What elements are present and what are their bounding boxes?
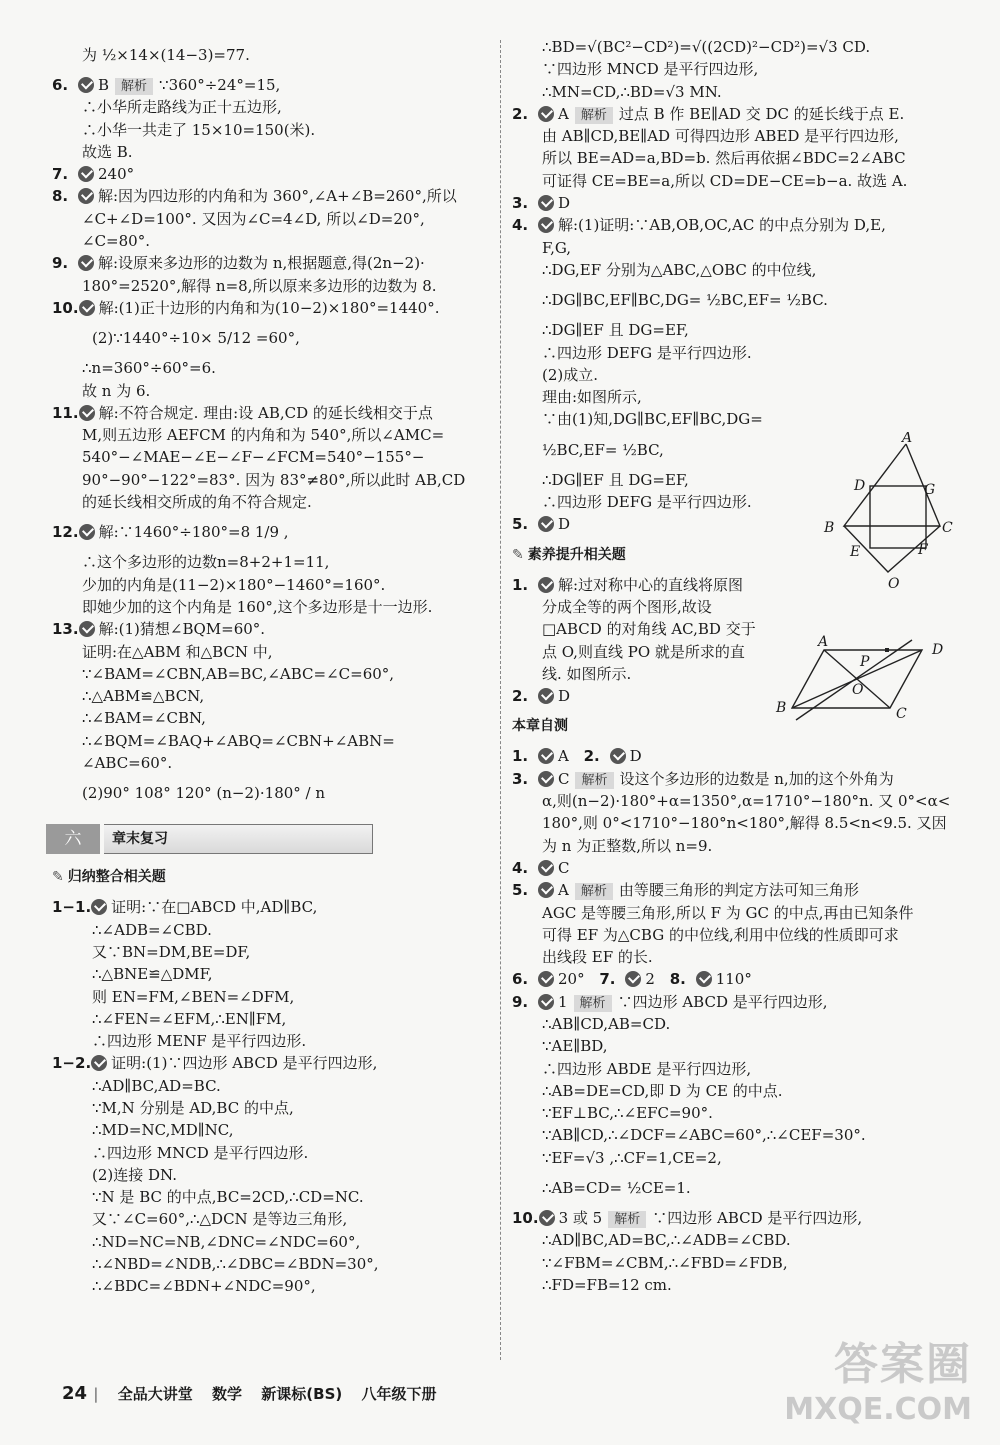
check-icon — [91, 899, 107, 915]
text-line: □ABCD 的对角线 AC,BD 交于 — [542, 620, 756, 639]
answer-q10: 10. 解:(1)正十边形的内角和为(10−2)×180°=1440°. — [52, 298, 440, 317]
check-icon — [79, 300, 95, 316]
answer-q1-2: 1−2. 证明:(1)∵四边形 ABCD 是平行四边形, — [52, 1054, 378, 1073]
chapter-title: 章末复习 — [104, 824, 373, 854]
check-icon — [78, 77, 94, 93]
answer-q6: 6. B 解析 ∵360°÷24°=15, — [52, 76, 281, 94]
text-line: ∴MD=NC,MD∥NC, — [92, 1121, 234, 1140]
text-line: ∴△BNE≌△DMF, — [92, 965, 213, 984]
watermark — [784, 1328, 972, 1427]
edition: 新课标(BS) — [261, 1385, 343, 1403]
text-line: ∴四边形 DEFG 是平行四边形. — [542, 493, 752, 512]
grade: 八年级下册 — [361, 1385, 437, 1403]
text-line: 理由:如图所示, — [542, 388, 642, 407]
text-line: 则 EN=FM,∠BEN=∠DFM, — [92, 987, 295, 1006]
check-icon — [538, 882, 554, 898]
answer-t9: 9. 1 解析 ∵四边形 ABCD 是平行四边形, — [512, 992, 828, 1011]
text-line: ∵AB∥CD,∴∠DCF=∠ABC=60°,∴∠CEF=30°. — [542, 1126, 866, 1145]
text-line: ∴n=360°÷60°=6. — [82, 359, 216, 378]
text-line: ∵N 是 BC 的中点,BC=2CD,∴CD=NC. — [92, 1188, 364, 1207]
label-c: C — [942, 520, 953, 536]
text-line: ∠C=80°. — [82, 232, 150, 251]
text-line: ∴AD∥BC,AD=BC. — [92, 1076, 221, 1095]
check-icon — [79, 621, 95, 637]
answer-q9: 9. 解:设原来多边形的边数为 n,根据题意,得(2n−2)· — [52, 254, 425, 273]
label-b: B — [776, 700, 787, 716]
text-line: ∴∠ADB=∠CBD. — [92, 920, 212, 939]
text-line: 的延长线相交所成的角不符合规定. — [82, 493, 312, 512]
check-icon — [538, 195, 554, 211]
answer-q7: 7. 240° — [52, 165, 135, 184]
text-line: 可证得 CE=BE=a,所以 CD=DE−CE=b−a. 故选 A. — [542, 171, 908, 190]
point-marker — [885, 648, 889, 652]
answer-q2: 2. A 解析 过点 B 作 BE∥AD 交 DC 的延长线于点 E. — [512, 104, 905, 123]
answer-t3: 3. C 解析 设这个多边形的边数是 n,加的这个外角为 — [512, 769, 894, 788]
answer-q12: 12. 解:∵1460°÷180°=8 1/9 , — [52, 523, 289, 542]
answer-q5: 5. D — [512, 515, 571, 534]
analysis-tag: 解析 — [574, 995, 612, 1012]
text-line: ∴DG∥EF 且 DG=EF, — [542, 470, 689, 489]
text-line: ∵EF=√3 ,∴CF=1,CE=2, — [542, 1148, 722, 1167]
text-line: ∴AB=CD= ½CE=1. — [542, 1179, 691, 1198]
text-line: 即她少加的这个内角是 160°,这个多边形是十一边形. — [82, 597, 433, 616]
label-g: G — [924, 482, 936, 498]
watermark-line-2: MXQE.COM — [784, 1392, 972, 1427]
section-heading: ✎ 归纳整合相关题 — [52, 869, 166, 886]
section-heading: 本章自测 — [512, 718, 568, 735]
analysis-tag: 解析 — [575, 772, 613, 789]
parallelogram-defg — [870, 486, 926, 548]
subject: 数学 — [212, 1385, 243, 1403]
text-line: 为 ½×14×(14−3)=77. — [82, 46, 250, 64]
answer-q11: 11. 解:不符合规定. 理由:设 AB,CD 的延长线相交于点 — [52, 403, 433, 422]
answer-t6-t8: 6. 20° 7. 2 8. 110° — [512, 970, 752, 989]
text-line: 分成全等的两个图形,故设 — [542, 597, 712, 616]
geometry-figure-parallelogram — [772, 630, 952, 725]
answer-t1-t2: 1. A 2. D — [512, 747, 642, 766]
text-line: ∵由(1)知,DG∥BC,EF∥BC,DG= — [542, 410, 763, 429]
text-line: 又∵∠C=60°,∴△DCN 是等边三角形, — [92, 1210, 348, 1229]
chapter-number: 六 — [46, 824, 100, 854]
text-line: ∴DG,EF 分别为△ABC,△OBC 的中位线, — [542, 260, 817, 279]
check-icon — [538, 771, 554, 787]
text-line: (2)90° 108° 120° (n−2)·180° / n — [82, 784, 326, 803]
text-line: 所以 BE=AD=a,BD=b. 然后再依据∠BDC=2∠ABC — [542, 149, 906, 168]
text-line: ∴四边形 ABDE 是平行四边形, — [542, 1059, 752, 1078]
text-line: ∴AD∥BC,AD=BC,∴∠ADB=∠CBD. — [542, 1231, 791, 1250]
pencil-icon: ✎ — [512, 546, 524, 563]
answer-t10: 10. 3 或 5 解析 ∵四边形 ABCD 是平行四边形, — [512, 1209, 863, 1228]
text-line: 540°−∠MAE−∠E−∠F−∠FCM=540°−155°− — [82, 448, 425, 467]
text-line: 证明:在△ABM 和△BCN 中, — [82, 642, 273, 661]
text-line: ∴∠BAM=∠CBN, — [82, 709, 206, 728]
answer-q8: 8. 解:因为四边形的内角和为 360°,∠A+∠B=260°,所以 — [52, 187, 457, 206]
text-line: α,则(n−2)·180°+α=1350°,α=1710°−180°n. 又 0°<α< — [542, 792, 951, 811]
label-d: D — [854, 478, 866, 494]
text-line: ∴四边形 DEFG 是平行四边形. — [542, 343, 752, 362]
text-line: 90°−90°−122°=83°. 因为 83°≠80°,所以此时 AB,CD — [82, 470, 466, 489]
chapter-banner — [46, 822, 364, 858]
page-footer: 24 | 全品大讲堂 数学 新课标(BS) 八年级下册 — [62, 1383, 437, 1404]
text-line: ∵∠BAM=∠CBN,AB=BC,∠ABC=∠C=60°, — [82, 664, 395, 683]
text-line: 180°=2520°,解得 n=8,所以原来多边形的边数为 8. — [82, 276, 437, 295]
text-line: ∴∠BDC=∠BDN+∠NDC=90°, — [92, 1277, 316, 1296]
check-icon — [538, 516, 554, 532]
answer-p1: 1. 解:过对称中心的直线将原图 — [512, 575, 744, 594]
column-divider — [500, 40, 501, 1360]
text-line: 为 n 为正整数,所以 n=9. — [542, 836, 713, 855]
check-icon — [78, 255, 94, 271]
check-icon — [78, 166, 94, 182]
text-line: 可得 EF 为△CBG 的中位线,利用中位线的性质即可求 — [542, 925, 899, 944]
answer-t5: 5. A 解析 由等腰三角形的判定方法可知三角形 — [512, 881, 859, 900]
text-line: ∴AB∥CD,AB=CD. — [542, 1014, 671, 1033]
check-icon — [91, 1055, 107, 1071]
text-line: ∴FD=FB=12 cm. — [542, 1275, 672, 1294]
diagonal-bd — [792, 650, 922, 708]
analysis-tag: 解析 — [575, 883, 613, 900]
label-a: A — [902, 432, 913, 446]
text-line: (2)∵1440°÷10× 5/12 =60°, — [92, 329, 300, 348]
check-icon — [625, 971, 641, 987]
text-line: 故 n 为 6. — [82, 381, 151, 400]
text-line: 少加的内角是(11−2)×180°−1460°=160°. — [82, 575, 386, 594]
check-icon — [538, 748, 554, 764]
check-icon — [696, 971, 712, 987]
check-icon — [78, 188, 94, 204]
label-p: P — [860, 654, 870, 670]
text-line: ∴小华一共走了 15×10=150(米). — [82, 120, 316, 139]
text-line: (2)成立. — [542, 365, 599, 384]
answer-q4: 4. 解:(1)证明:∵AB,OB,OC,AC 的中点分别为 D,E, — [512, 216, 886, 235]
check-icon — [610, 748, 626, 764]
check-icon — [539, 1210, 555, 1226]
analysis-tag: 解析 — [608, 1211, 646, 1228]
check-icon — [538, 860, 554, 876]
text-line: ∵∠FBM=∠CBM,∴∠FBD=∠FDB, — [542, 1253, 788, 1272]
check-icon — [538, 688, 554, 704]
section-heading: ✎ 素养提升相关题 — [512, 546, 626, 563]
answer-q3: 3. D — [512, 194, 571, 213]
geometry-figure-triangle — [818, 432, 958, 592]
check-icon — [79, 524, 95, 540]
label-o: O — [852, 682, 864, 698]
text-line: ∵四边形 MNCD 是平行四边形, — [542, 60, 759, 79]
text-line: (2)连接 DN. — [92, 1165, 177, 1184]
text-line: ∴DG∥EF 且 DG=EF, — [542, 321, 689, 340]
book-name: 全品大讲堂 — [117, 1385, 193, 1403]
label-f: F — [918, 542, 928, 558]
pencil-icon: ✎ — [52, 869, 64, 886]
text-line: ∴DG∥BC,EF∥BC,DG= ½BC,EF= ½BC. — [542, 291, 828, 310]
text-line: 180°,则 0°<1710°−180°n<180°,解得 8.5<n<9.5. 又因 — [542, 814, 947, 833]
check-icon — [538, 106, 554, 122]
text-line: ∴MN=CD,∴BD=√3 MN. — [542, 82, 722, 101]
label-c: C — [896, 706, 907, 722]
text-line: 线. 如图所示. — [542, 664, 632, 683]
text-line: 出线段 EF 的长. — [542, 948, 653, 967]
label-b: B — [824, 520, 835, 536]
check-icon — [538, 577, 554, 593]
text-line: 又∵BN=DM,BE=DF, — [92, 942, 251, 961]
check-icon — [538, 994, 554, 1010]
text-line: F,G, — [542, 238, 572, 257]
label-d: D — [932, 642, 944, 658]
page-number: 24 — [62, 1383, 88, 1404]
analysis-tag: 解析 — [575, 107, 613, 124]
text-line: ∴这个多边形的边数n=8+2+1=11, — [82, 553, 330, 572]
check-icon — [538, 217, 554, 233]
label-e: E — [850, 544, 861, 560]
text-line: 由 AB∥CD,BE∥AD 可得四边形 ABED 是平行四边形, — [542, 127, 899, 146]
text-line: ∴小华所走路线为正十五边形, — [82, 98, 282, 117]
text-line: ∵AE∥BD, — [542, 1037, 608, 1056]
answer-p2: 2. D — [512, 687, 571, 706]
answer-q1-1: 1−1. 证明:∵在□ABCD 中,AD∥BC, — [52, 898, 318, 917]
text-line: ∴∠BQM=∠BAQ+∠ABQ=∠CBN+∠ABN= — [82, 731, 395, 750]
text-line: ∴BD=√(BC²−CD²)=√((2CD)²−CD²)=√3 CD. — [542, 38, 871, 56]
text-line: ∴△ABM≌△BCN, — [82, 687, 205, 706]
text-line: ∠ABC=60°. — [82, 754, 173, 773]
text-line: ∴四边形 MENF 是平行四边形. — [92, 1032, 307, 1051]
text-line: 点 O,则直线 PO 就是所求的直 — [542, 642, 745, 661]
label-o: O — [888, 576, 900, 592]
text-line: ∴AB=DE=CD,即 D 为 CE 的中点. — [542, 1081, 783, 1100]
analysis-tag: 解析 — [115, 78, 153, 95]
text-line: ∴∠FEN=∠EFM,∴EN∥FM, — [92, 1009, 287, 1028]
left-column — [52, 36, 492, 1298]
text-line: ∴∠NBD=∠NDB,∴∠DBC=∠BDN=30°, — [92, 1255, 379, 1274]
text-line: 故选 B. — [82, 142, 133, 161]
check-icon — [538, 971, 554, 987]
text-line: ∠C+∠D=100°. 又因为∠C=4∠D, 所以∠D=20°, — [82, 209, 425, 228]
label-a: A — [818, 634, 829, 650]
check-icon — [79, 405, 95, 421]
text-line: ∵M,N 分别是 AD,BC 的中点, — [92, 1098, 294, 1117]
text-line: ½BC,EF= ½BC, — [542, 440, 664, 459]
text-line: ∴四边形 MNCD 是平行四边形. — [92, 1143, 309, 1162]
answer-t4: 4. C — [512, 858, 570, 877]
text-line: ∴ND=NC=NB,∠DNC=∠NDC=60°, — [92, 1232, 361, 1251]
text-line: AGC 是等腰三角形,所以 F 为 GC 的中点,再由已知条件 — [542, 903, 914, 922]
answer-q13: 13. 解:(1)猜想∠BQM=60°. — [52, 620, 266, 639]
watermark-line-1: 答案圈 — [834, 1339, 972, 1390]
text-line: ∵EF⊥BC,∴∠EFC=90°. — [542, 1104, 713, 1123]
text-line: M,则五边形 AEFCM 的内角和为 540°,所以∠AMC= — [82, 426, 445, 445]
